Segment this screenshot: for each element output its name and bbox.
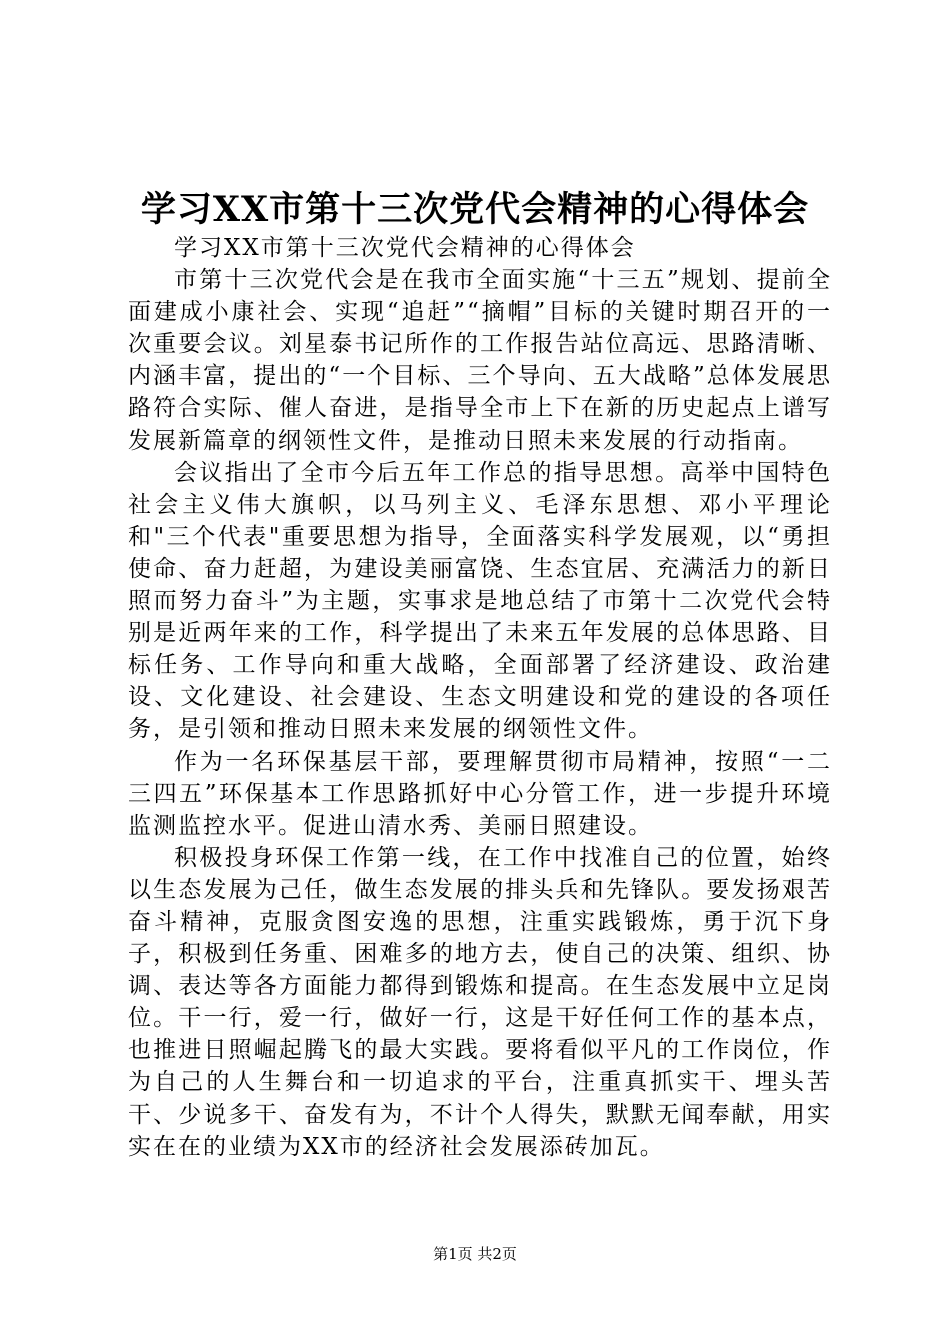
paragraph: 会议指出了全市今后五年工作总的指导思想。高举中国特色社会主义伟大旗帜，以马列主义、毛泽东思想、邓小平理论和"三个代表"重要思想为指导，全面落实科学发展观，以“勇担使命、奋力赶超，为建设美丽富饶、生态宜居、充满活力的新日照而努力奋斗”为主题，实事求是地总结了市第十二次党代会特别是近两年来的工作，科学提出了未来五年发展的总体思路、目标任务、工作导向和重大战略，全面部署了经济建设、政治建设、文化建设、社会建设、生态文明建设和党的建设的各项任务，是引领和推动日照未来发展的纲领性文件。: [128, 459, 832, 743]
page-footer: 第1页 共2页: [433, 1245, 517, 1263]
document-title: 学习XX市第十三次党代会精神的心得体会: [140, 189, 810, 230]
document-body: [128, 232, 832, 1163]
paragraph: 市第十三次党代会是在我市全面实施“十三五”规划、提前全面建成小康社会、实现“追赶”“摘帽”目标的关键时期召开的一次重要会议。刘星泰书记所作的工作报告站位高远、思路清晰、内涵丰富，提出的“一个目标、三个导向、五大战略”总体发展思路符合实际、催人奋进，是指导全市上下在新的历史起点上谱写发展新篇章的纲领性文件，是推动日照未来发展的行动指南。: [128, 267, 832, 454]
paragraph: 积极投身环保工作第一线，在工作中找准自己的位置，始终以生态发展为己任，做生态发展的排头兵和先锋队。要发扬艰苦奋斗精神，克服贪图安逸的思想，注重实践锻炼，勇于沉下身子，积极到任务重、困难多的地方去，使自己的决策、组织、协调、表达等各方面能力都得到锻炼和提高。在生态发展中立足岗位。干一行，爱一行，做好一行，这是干好任何工作的基本点，也推进日照崛起腾飞的最大实践。要将看似平凡的工作岗位，作为自己的人生舞台和一切追求的平台，注重真抓实干、埋头苦干、少说多干、奋发有为，不计个人得失，默默无闻奉献，用实实在在的业绩为XX市的经济社会发展添砖加瓦。: [128, 844, 832, 1160]
paragraph: 学习XX市第十三次党代会精神的心得体会: [174, 235, 636, 261]
paragraph: 作为一名环保基层干部，要理解贯彻市局精神，按照“一二三四五”环保基本工作思路抓好中心分管工作，进一步提升环境监测监控水平。促进山清水秀、美丽日照建设。: [128, 748, 832, 839]
